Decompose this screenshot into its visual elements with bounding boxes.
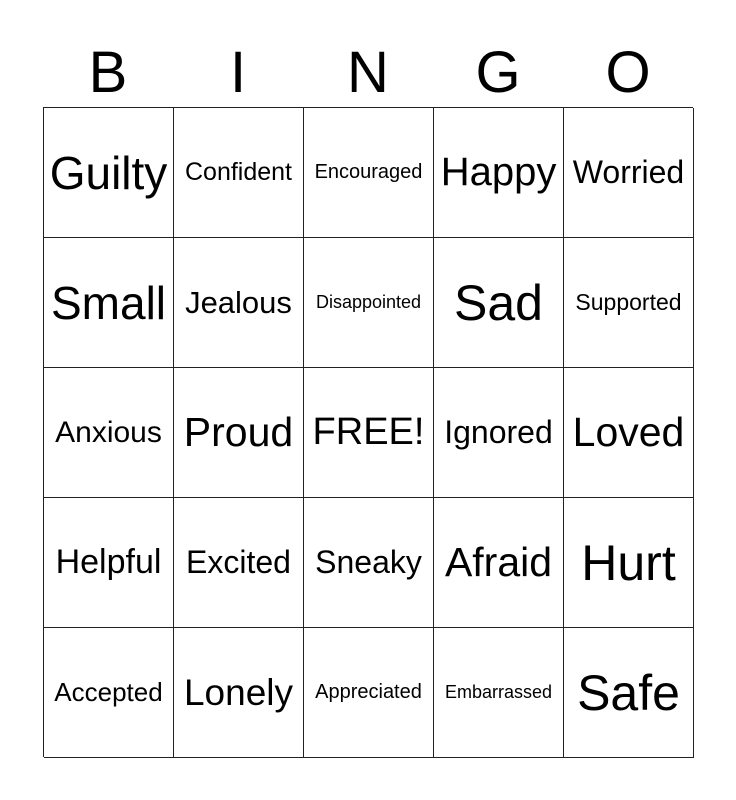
header-letter-b: B [88,40,128,105]
header-letter-g: G [475,40,521,105]
cell-label: Proud [183,409,294,455]
cell-label: Accepted [54,677,163,707]
cell-label: Small [50,276,167,329]
cell-label: Ignored [444,414,553,450]
bingo-cell[interactable] [44,368,174,498]
cell-label: Sneaky [315,544,422,580]
cell-label: Encouraged [314,161,423,183]
bingo-cell[interactable] [304,628,434,758]
cell-label: Lonely [183,671,294,713]
bingo-cell[interactable] [304,238,434,368]
bingo-cell[interactable] [434,368,564,498]
cell-label: Safe [577,664,680,721]
cell-label: Sad [454,274,543,331]
bingo-cell[interactable] [564,238,694,368]
bingo-cell[interactable] [44,238,174,368]
cell-label: Happy [440,150,557,194]
cell-label: Guilty [49,146,168,199]
cell-label: Confident [184,158,293,186]
bingo-board [43,107,693,757]
bingo-cell[interactable] [174,108,304,238]
header-letter-o: O [605,40,651,105]
cell-label: Embarrassed [444,682,553,702]
header-letter-n: N [347,40,389,105]
cell-label: FREE! [312,411,425,453]
bingo-cell[interactable] [434,498,564,628]
bingo-cell[interactable] [44,628,174,758]
bingo-cell[interactable] [434,628,564,758]
bingo-cell[interactable] [564,628,694,758]
bingo-cell[interactable] [174,628,304,758]
cell-label: Disappointed [315,292,422,312]
bingo-cell[interactable] [304,498,434,628]
cell-label: Appreciated [315,681,422,703]
bingo-cell[interactable] [304,108,434,238]
cell-label: Supported [575,289,682,315]
bingo-cell[interactable] [564,108,694,238]
bingo-cell[interactable] [564,368,694,498]
header-letter-i: I [229,40,247,105]
cell-label: Worried [572,154,685,190]
cell-label: Helpful [55,543,162,581]
cell-label: Afraid [444,539,553,585]
bingo-cell[interactable] [564,498,694,628]
cell-label: Excited [186,544,291,580]
bingo-cell[interactable] [434,238,564,368]
cell-label: Jealous [185,284,292,320]
bingo-cell[interactable] [44,498,174,628]
bingo-cell[interactable] [434,108,564,238]
bingo-cell[interactable] [174,368,304,498]
cell-label: Anxious [55,415,162,449]
cell-label: Loved [572,409,685,455]
bingo-cell[interactable] [174,498,304,628]
bingo-header [43,38,693,108]
bingo-cell[interactable] [44,108,174,238]
free-space-cell[interactable] [304,368,434,498]
bingo-cell[interactable] [174,238,304,368]
cell-label: Hurt [581,534,676,591]
